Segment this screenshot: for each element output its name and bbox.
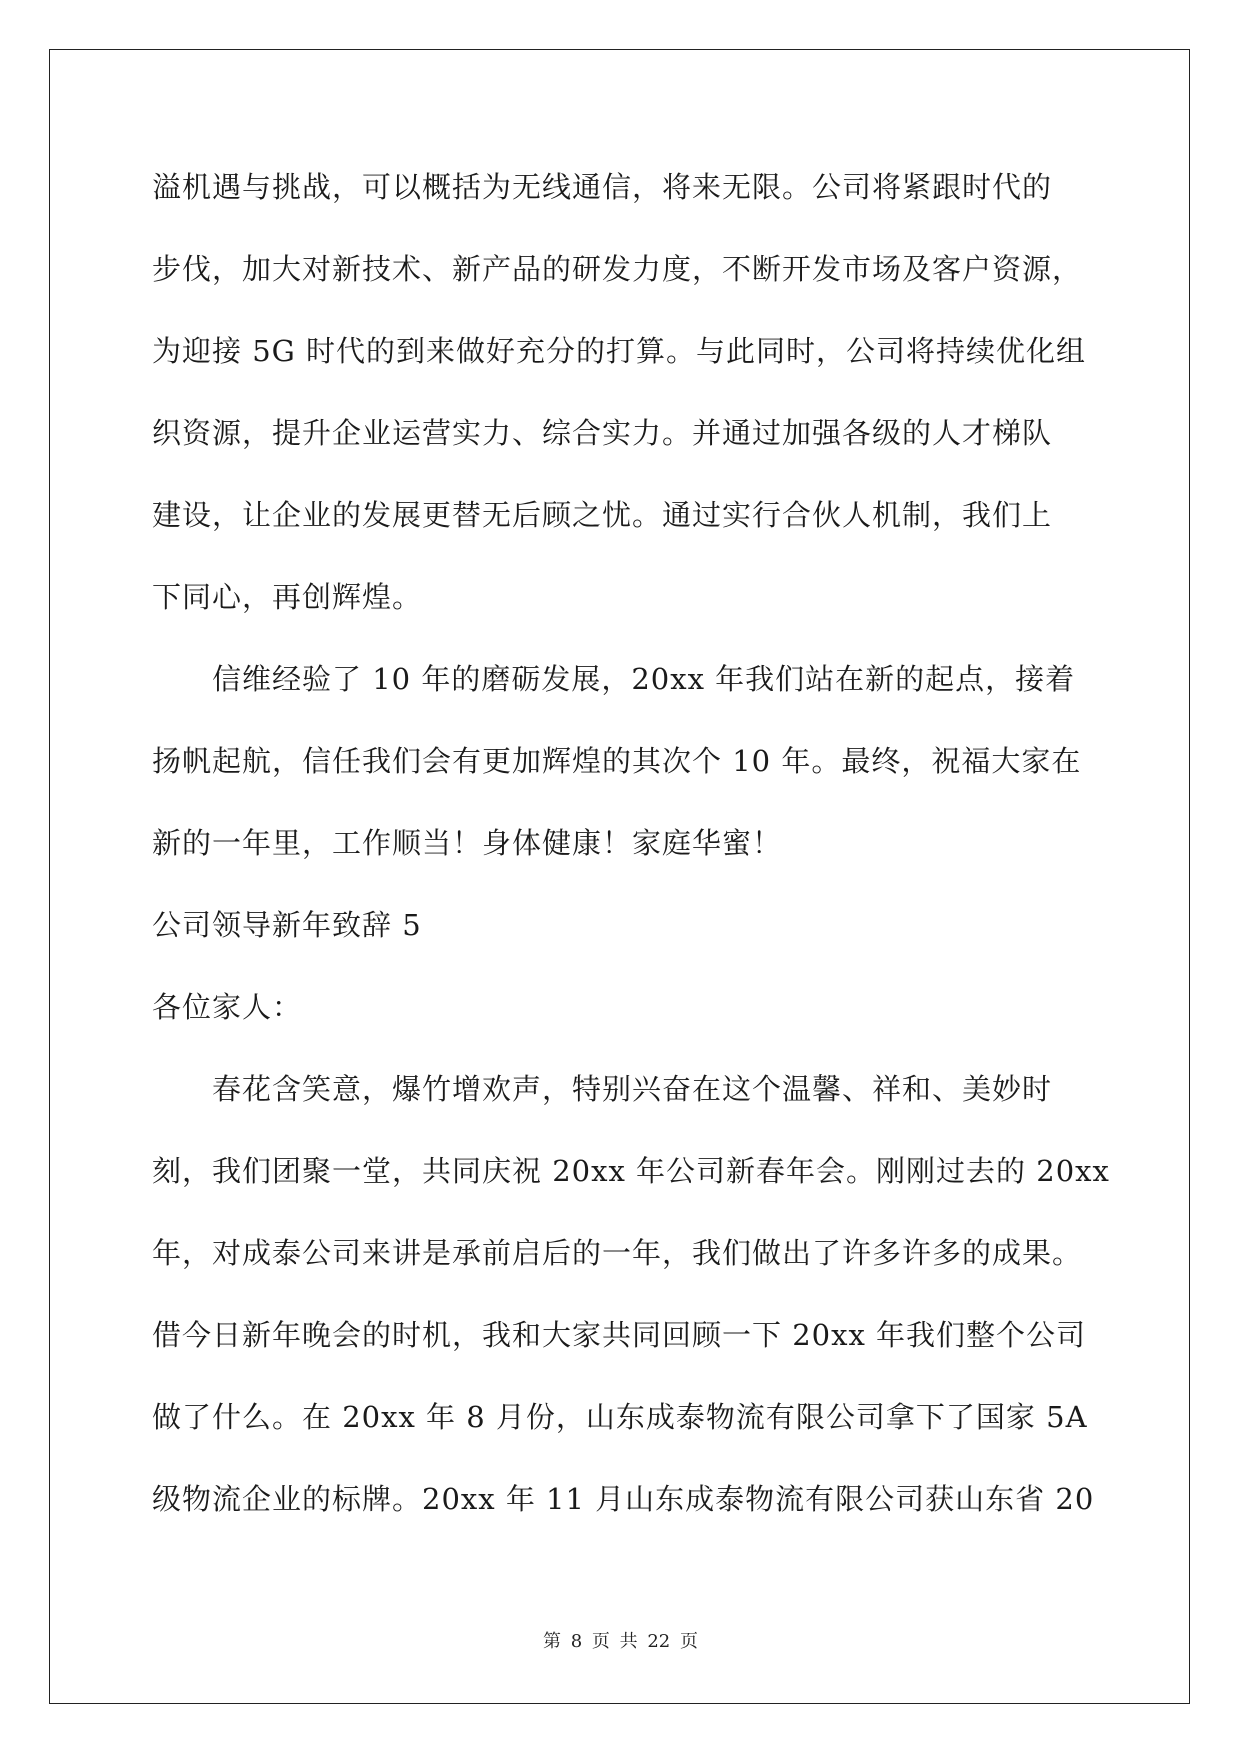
text-line: 溢机遇与挑战，可以概括为无线通信，将来无限。公司将紧跟时代的 [152,170,1053,204]
salutation: 各位家人： [152,990,303,1024]
text-line: 级物流企业的标牌。20xx 年 11 月山东成泰物流有限公司获山东省 20 [152,1482,1095,1516]
text-line: 建设，让企业的发展更替无后顾之忧。通过实行合伙人机制，我们上 [152,498,1053,532]
text-line: 借今日新年晚会的时机，我和大家共同回顾一下 20xx 年我们整个公司 [152,1318,1087,1352]
text-line: 年，对成泰公司来讲是承前启后的一年，我们做出了许多许多的成果。 [152,1236,1083,1270]
text-line: 做了什么。在 20xx 年 8 月份，山东成泰物流有限公司拿下了国家 5A [152,1400,1088,1434]
text-line: 步伐，加大对新技术、新产品的研发力度，不断开发市场及客户资源， [152,252,1083,286]
section-heading: 公司领导新年致辞 5 [152,908,422,942]
text-line: 扬帆起航，信任我们会有更加辉煌的其次个 10 年。最终，祝福大家在 [152,744,1082,778]
text-line: 织资源，提升企业运营实力、综合实力。并通过加强各级的人才梯队 [152,416,1053,450]
text-line: 为迎接 5G 时代的到来做好充分的打算。与此同时，公司将持续优化组 [152,334,1087,368]
text-line: 新的一年里，工作顺当！身体健康！家庭华蜜！ [152,826,783,860]
text-line: 信维经验了 10 年的磨砺发展，20xx 年我们站在新的起点，接着 [152,662,1076,696]
page-number-footer: 第 8 页 共 22 页 [543,1631,698,1652]
text-line: 春花含笑意，爆竹增欢声，特别兴奋在这个温馨、祥和、美妙时 [152,1072,1053,1106]
document-body [152,162,1110,1556]
text-line: 下同心，再创辉煌。 [152,580,423,614]
text-line: 刻，我们团聚一堂，共同庆祝 20xx 年公司新春年会。刚刚过去的 20xx [152,1154,1110,1188]
